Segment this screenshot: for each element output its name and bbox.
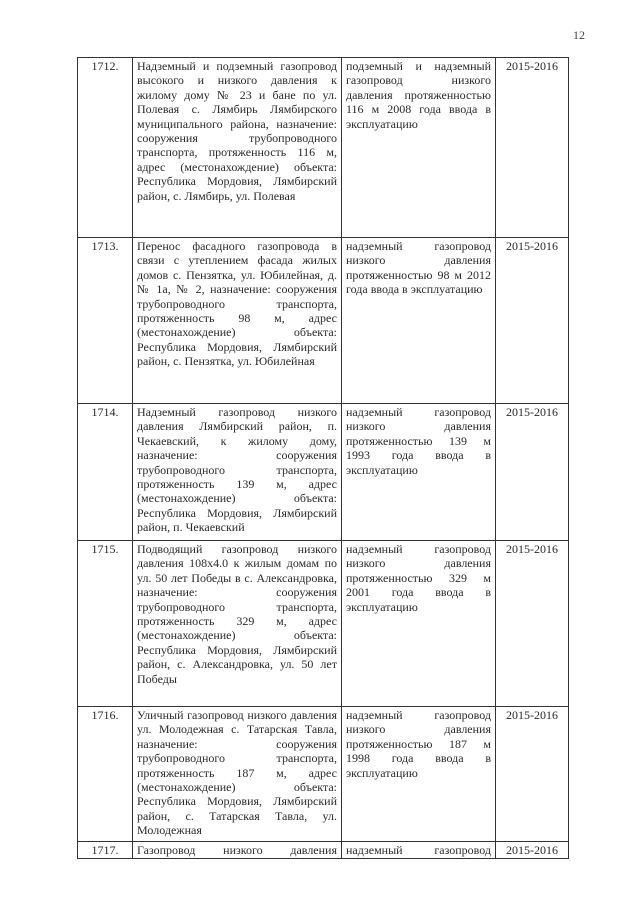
period: 2015-2016	[496, 58, 569, 238]
page-number: 12	[573, 28, 585, 42]
row-number: 1714.	[78, 404, 133, 541]
object-characteristics: подземный и надземный газопровод низкого давления протяженностью 116 м 2008 года ввода в эксплуатацию	[342, 58, 496, 238]
registry-table	[77, 57, 569, 859]
table-row	[78, 238, 569, 404]
object-description: Газопровод низкого давления	[133, 842, 342, 859]
table-row	[78, 541, 569, 707]
object-description: Надземный газопровод низкого давления Лямбирский район, п. Чекаевский, к жилому дому, назначение: сооружения трубопроводного транспорта, протяженность 139 м, адрес (местонахождение) объекта: Республика Мордовия, Лямбирский район, п. Чекаевский	[133, 404, 342, 541]
table-row	[78, 404, 569, 541]
period: 2015-2016	[496, 541, 569, 707]
row-number: 1713.	[78, 238, 133, 404]
row-number: 1717.	[78, 842, 133, 859]
table-row	[78, 842, 569, 859]
period: 2015-2016	[496, 238, 569, 404]
object-characteristics: надземный газопровод низкого давления протяженностью 187 м 1998 года ввода в эксплуатацию	[342, 707, 496, 842]
row-number: 1715.	[78, 541, 133, 707]
row-number: 1716.	[78, 707, 133, 842]
table-row	[78, 58, 569, 238]
object-characteristics: надземный газопровод низкого давления протяженностью 329 м 2001 года ввода в эксплуатацию	[342, 541, 496, 707]
period: 2015-2016	[496, 404, 569, 541]
object-description: Уличный газопровод низкого давления ул. Молодежная с. Татарская Тавла, назначение: сооружения трубопроводного транспорта, протяженность 187 м, адрес (местонахождение) объекта: Республика Мордовия, Лямбирский район, с. Татарская Тавла, ул. Молодежная	[133, 707, 342, 842]
object-description: Подводящий газопровод низкого давления 108х4.0 к жилым домам по ул. 50 лет Победы в с. Александровка, назначение: сооружения трубопроводного транспорта, протяженность 329 м, адрес (местонахождение) объекта: Республика Мордовия, Лямбирский район, с. Александровка, ул. 50 лет Победы	[133, 541, 342, 707]
period: 2015-2016	[496, 842, 569, 859]
object-characteristics: надземный газопровод низкого давления протяженностью 98 м 2012 года ввода в эксплуатацию	[342, 238, 496, 404]
object-description: Перенос фасадного газопровода в связи с утеплением фасада жилых домов с. Пензятка, ул. Юбилейная, д. № 1а, № 2, назначение: сооружения трубопроводного транспорта, протяженность 98 м, адрес (местонахождение) объекта: Республика Мордовия, Лямбирский район, с. Пензятка, ул. Юбилейная	[133, 238, 342, 404]
object-characteristics: надземный газопровод	[342, 842, 496, 859]
object-description: Надземный и подземный газопровод высокого и низкого давления к жилому дому № 23 и бане по ул. Полевая с. Лямбирь Лямбирского муниципального района, назначение: сооружения трубопроводного транспорта, протяженность 116 м, адрес (местонахождение) объекта: Республика Мордовия, Лямбирский район, с. Лямбирь, ул. Полевая	[133, 58, 342, 238]
row-number: 1712.	[78, 58, 133, 238]
table-row	[78, 707, 569, 842]
period: 2015-2016	[496, 707, 569, 842]
object-characteristics: надземный газопровод низкого давления протяженностью 139 м 1993 года ввода в эксплуатацию	[342, 404, 496, 541]
